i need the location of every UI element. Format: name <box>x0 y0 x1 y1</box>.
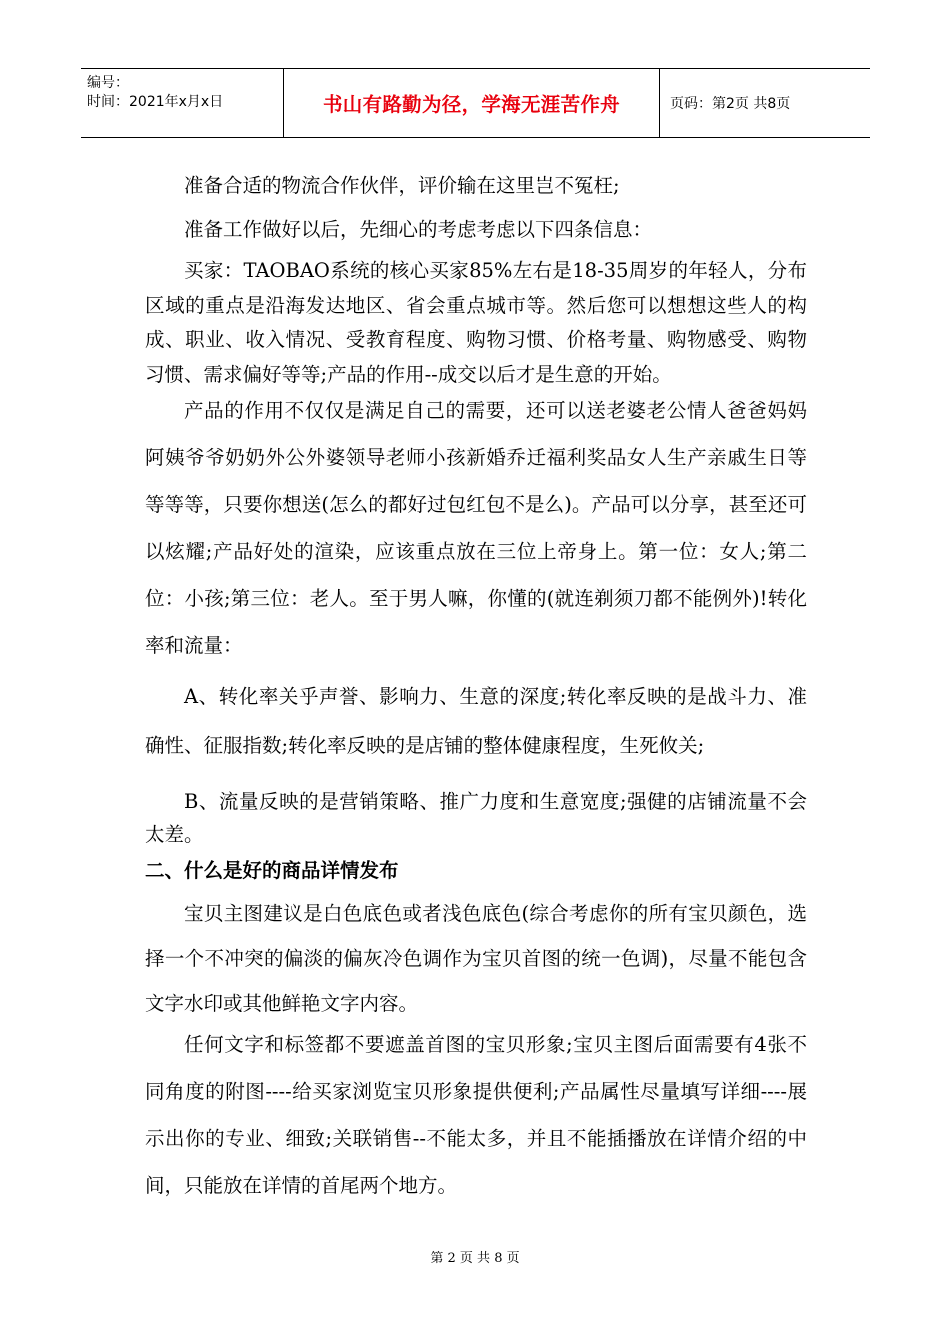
header-page-label: 页码：第2页 共8页 <box>670 96 791 112</box>
page-footer: 第 2 页 共 8 页 <box>430 1251 520 1266</box>
paragraph-logistics: 准备合适的物流合作伙伴，评价输在这里岂不冤枉; <box>184 174 620 197</box>
document-time-label: 时间：2021年x月x日 <box>87 94 224 110</box>
paragraph-main-image: 宝贝主图建议是白色底色或者浅色底色(综合考虑你的所有宝贝颜色，选择一个不冲突的偏淡的偏灰冷色调作为宝贝首图的统一色调)，尽量不能包含文字水印或其他鲜艳文字内容。 <box>145 902 807 1015</box>
section-heading: 二、什么是好的商品详情发布 <box>145 859 399 882</box>
paragraph-preparation: 准备工作做好以后，先细心的考虑考虑以下四条信息： <box>184 218 653 241</box>
paragraph-buyers: 买家：TAOBAO系统的核心买家85%左右是18-35周岁的年轻人，分布区域的重点是沿海发达地区、省会重点城市等。然后您可以想想这些人的构成、职业、收入情况、受教育程度、购物习惯、价格考量、购物感受、购物习惯、需求偏好等等;产品的作用--成交以后才是生意的开始。 <box>145 259 807 386</box>
document-number-label: 编号： <box>87 75 129 91</box>
paragraph-traffic: B、流量反映的是营销策略、推广力度和生意宽度;强健的店铺流量不会太差。 <box>145 790 807 846</box>
paragraph-conversion: A、转化率关乎声誉、影响力、生意的深度;转化率反映的是战斗力、准确性、征服指数;转化率反映的是店铺的整体健康程度，生死攸关; <box>145 685 807 757</box>
paragraph-details: 任何文字和标签都不要遮盖首图的宝贝形象;宝贝主图后面需要有4张不同角度的附图----给买家浏览宝贝形象提供便利;产品属性尽量填写详细----展示出你的专业、细致;关联销售--不能太多，并且不能插播放在详情介绍的中间，只能放在详情的首尾两个地方。 <box>145 1033 807 1197</box>
header-meta <box>81 69 284 137</box>
document-body <box>145 164 807 1209</box>
header-motto: 书山有路勤为径，学海无涯苦作舟 <box>284 69 660 137</box>
page-header <box>81 68 870 138</box>
paragraph-product-use: 产品的作用不仅仅是满足自己的需要，还可以送老婆老公情人爸爸妈妈阿姨爷爷奶奶外公外婆领导老师小孩新婚乔迁福利奖品女人生产亲戚生日等等等等，只要你想送(怎么的都好过包红包不是么)。产品可以分享，甚至还可以炫耀;产品好处的渲染，应该重点放在三位上帝身上。第一位：女人;第二位：小孩;第三位：老人。至于男人嘛，你懂的(就连剃须刀都不能例外)!转化率和流量： <box>145 399 807 657</box>
